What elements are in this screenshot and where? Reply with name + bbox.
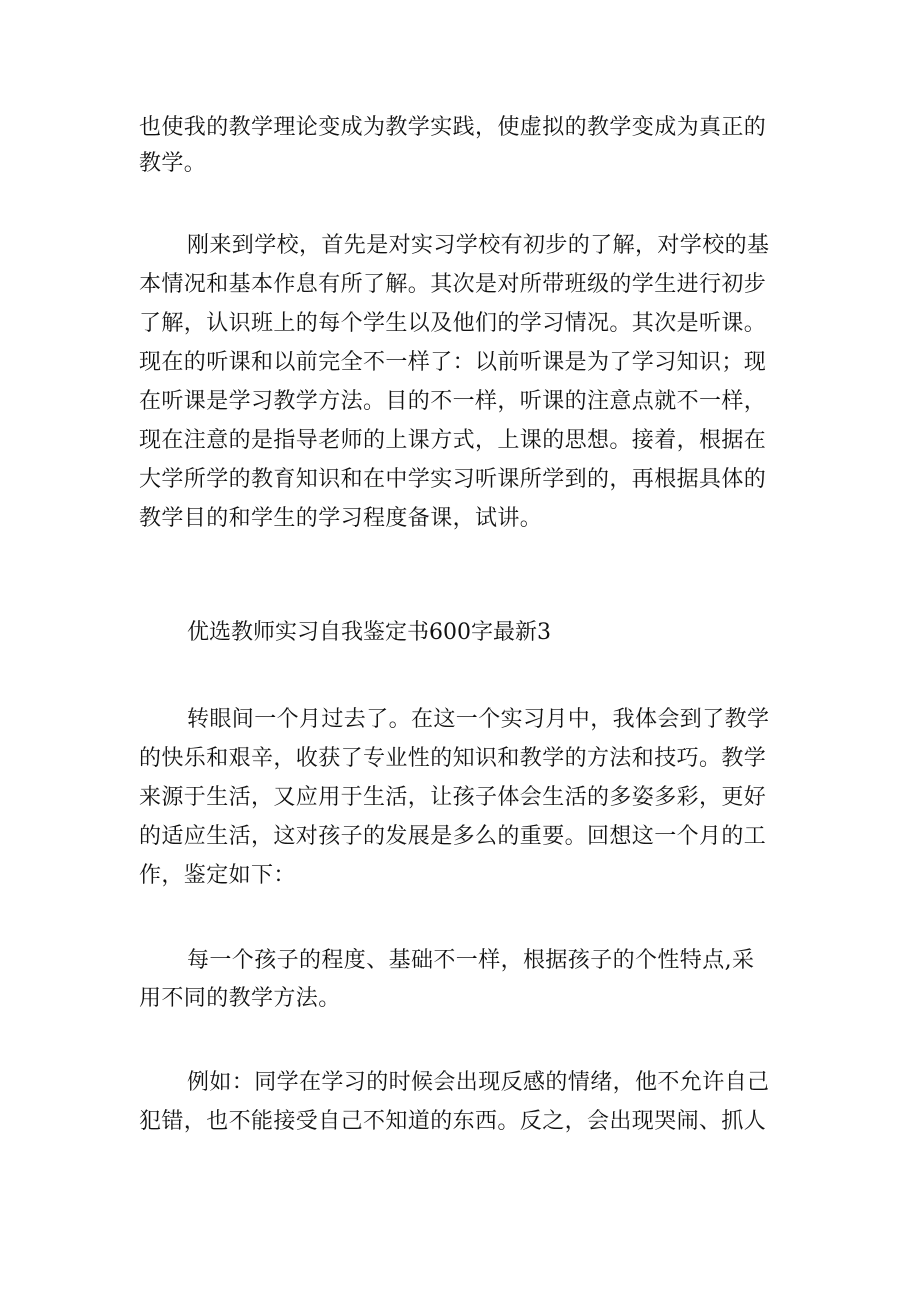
paragraph-line: 的适应生活，这对孩子的发展是多么的重要。回想这一个月的工: [139, 824, 767, 849]
paragraph-line: 也使我的教学理论变成为教学实践，使虚拟的教学变成为真正的: [139, 115, 767, 140]
paragraph-line: 了解，认识班上的每个学生以及他们的学习情况。其次是听课。: [139, 311, 767, 336]
paragraph-line: 本情况和基本作息有所了解。其次是对所带班级的学生进行初步: [139, 272, 767, 297]
paragraph-line: 刚来到学校，首先是对实习学校有初步的了解，对学校的基: [187, 233, 770, 258]
paragraph-line: 来源于生活，又应用于生活，让孩子体会生活的多姿多彩，更好: [139, 785, 767, 810]
paragraph-line: 每一个孩子的程度、基础不一样，根据孩子的个性特点,采: [187, 948, 755, 973]
paragraph-line: 现在注意的是指导老师的上课方式，上课的思想。接着，根据在: [139, 428, 767, 453]
paragraph-line: 作，鉴定如下：: [139, 863, 296, 888]
paragraph-line: 大学所学的教育知识和在中学实习听课所学到的，再根据具体的: [139, 467, 767, 492]
paragraph-line: 用不同的教学方法。: [139, 986, 341, 1011]
paragraph-line: 教学目的和学生的学习程度备课，试讲。: [139, 506, 543, 531]
paragraph-line: 例如：同学在学习的时候会出现反感的情绪，他不允许自己: [187, 1070, 770, 1095]
paragraph-line: 在听课是学习教学方法。目的不一样，听课的注意点就不一样，: [139, 389, 767, 414]
section-heading: 优选教师实习自我鉴定书600字最新3: [187, 620, 551, 645]
paragraph-line: 犯错，也不能接受自己不知道的东西。反之，会出现哭闹、抓人: [139, 1109, 767, 1134]
paragraph-line: 现在的听课和以前完全不一样了：以前听课是为了学习知识；现: [139, 350, 767, 375]
paragraph-line: 教学。: [139, 151, 207, 176]
paragraph-line: 的快乐和艰辛，收获了专业性的知识和教学的方法和技巧。教学: [139, 746, 767, 771]
paragraph-line: 转眼间一个月过去了。在这一个实习月中，我体会到了教学: [187, 707, 770, 732]
